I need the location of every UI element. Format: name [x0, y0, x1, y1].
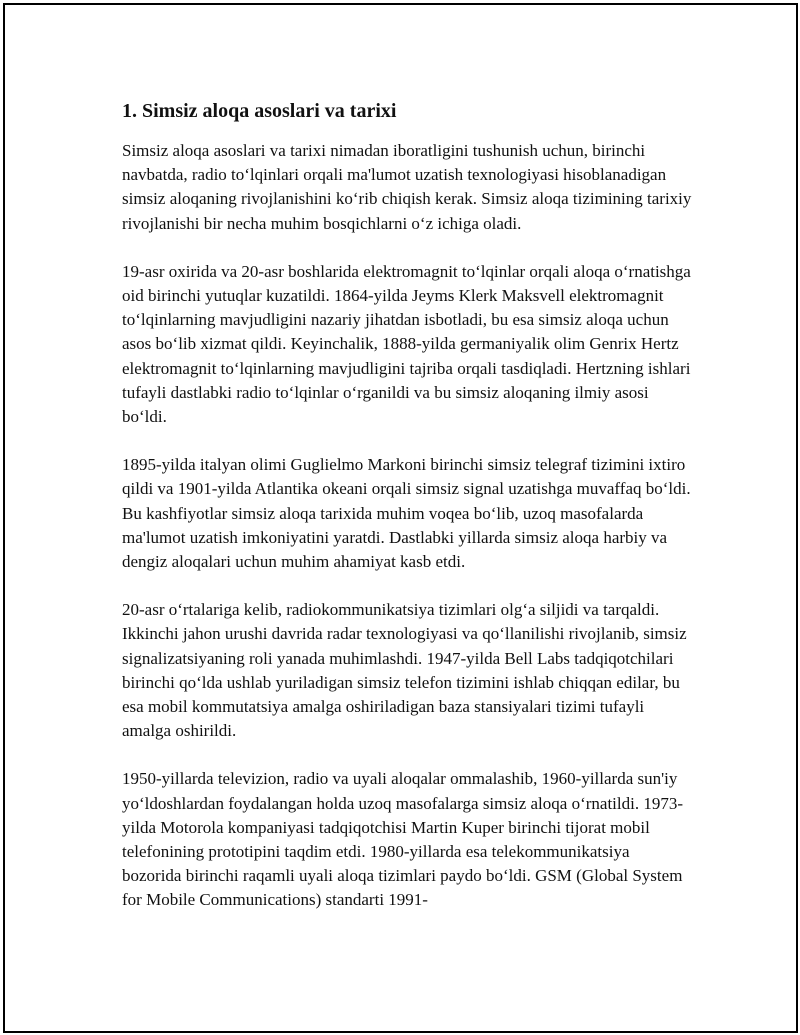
paragraph-5: 1950-yillarda televizion, radio va uyali aloqalar ommalashib, 1960-yillarda sun'iy yo‘ldoshlardan foydalangan holda uzoq masofalarga simsiz aloqa o‘rnatildi. 1973-yilda Motorola kompaniyasi tadqiqotchisi Martin Kuper birinchi tijorat mobil telefonining prototipini taqdim etdi. 1980-yillarda esa telekommunikatsiya bozorida birinchi raqamli uyali aloqa tizimlari paydo bo‘ldi. GSM (Global System for Mobile Communications) standarti 1991- — [122, 769, 683, 910]
document-page — [3, 3, 798, 1033]
paragraph-1: Simsiz aloqa asoslari va tarixi nimadan iboratligini tushunish uchun, birinchi navbatda, radio to‘lqinlari orqali ma'lumot uzatish texnologiyasi hisoblanadigan simsiz aloqaning rivojlanishini ko‘rib chiqish kerak. Simsiz aloqa tizimining tarixiy rivojlanishi bir necha muhim bosqichlarni o‘z ichiga oladi. — [122, 141, 692, 233]
paragraph-4: 20-asr o‘rtalariga kelib, radiokommunikatsiya tizimlari olg‘a siljidi va tarqaldi. Ikkinchi jahon urushi davrida radar texnologiyasi va qo‘llanilishi rivojlanib, simsiz signalizatsiyaning roli yanada muhimlashdi. 1947-yilda Bell Labs tadqiqotchilari birinchi qo‘lda ushlab yuriladigan simsiz telefon tizimini ishlab chiqqan edilar, bu esa mobil kommutatsiya amalga oshiriladigan baza stansiyalari tizimi tufayli amalga oshirildi. — [122, 600, 687, 741]
section-heading: 1. Simsiz aloqa asoslari va tarixi — [122, 100, 397, 122]
document-body — [122, 97, 692, 913]
paragraph-2: 19-asr oxirida va 20-asr boshlarida elektromagnit to‘lqinlar orqali aloqa o‘rnatishga oid birinchi yutuqlar kuzatildi. 1864-yilda Jeyms Klerk Maksvell elektromagnit to‘lqinlarning mavjudligini nazariy jihatdan isbotladi, bu esa simsiz aloqa uchun asos bo‘lib xizmat qildi. Keyinchalik, 1888-yilda germaniyalik olim Genrix Hertz elektromagnit to‘lqinlarning mavjudligini tajriba orqali tasdiqladi. Hertzning ishlari tufayli dastlabki radio to‘lqinlar o‘rganildi va bu simsiz aloqaning ilmiy asosi bo‘ldi. — [122, 261, 691, 427]
paragraph-3: 1895-yilda italyan olimi Guglielmo Markoni birinchi simsiz telegraf tizimini ixtiro qildi va 1901-yilda Atlantika okeani orqali simsiz signal uzatishga muvaffaq bo‘ldi. Bu kashfiyotlar simsiz aloqa tarixida muhim voqea bo‘lib, uzoq masofalarda ma'lumot uzatish imkoniyatini yaratdi. Dastlabki yillarda simsiz aloqa harbiy va dengiz aloqalari uchun muhim ahamiyat kasb etdi. — [122, 455, 691, 572]
